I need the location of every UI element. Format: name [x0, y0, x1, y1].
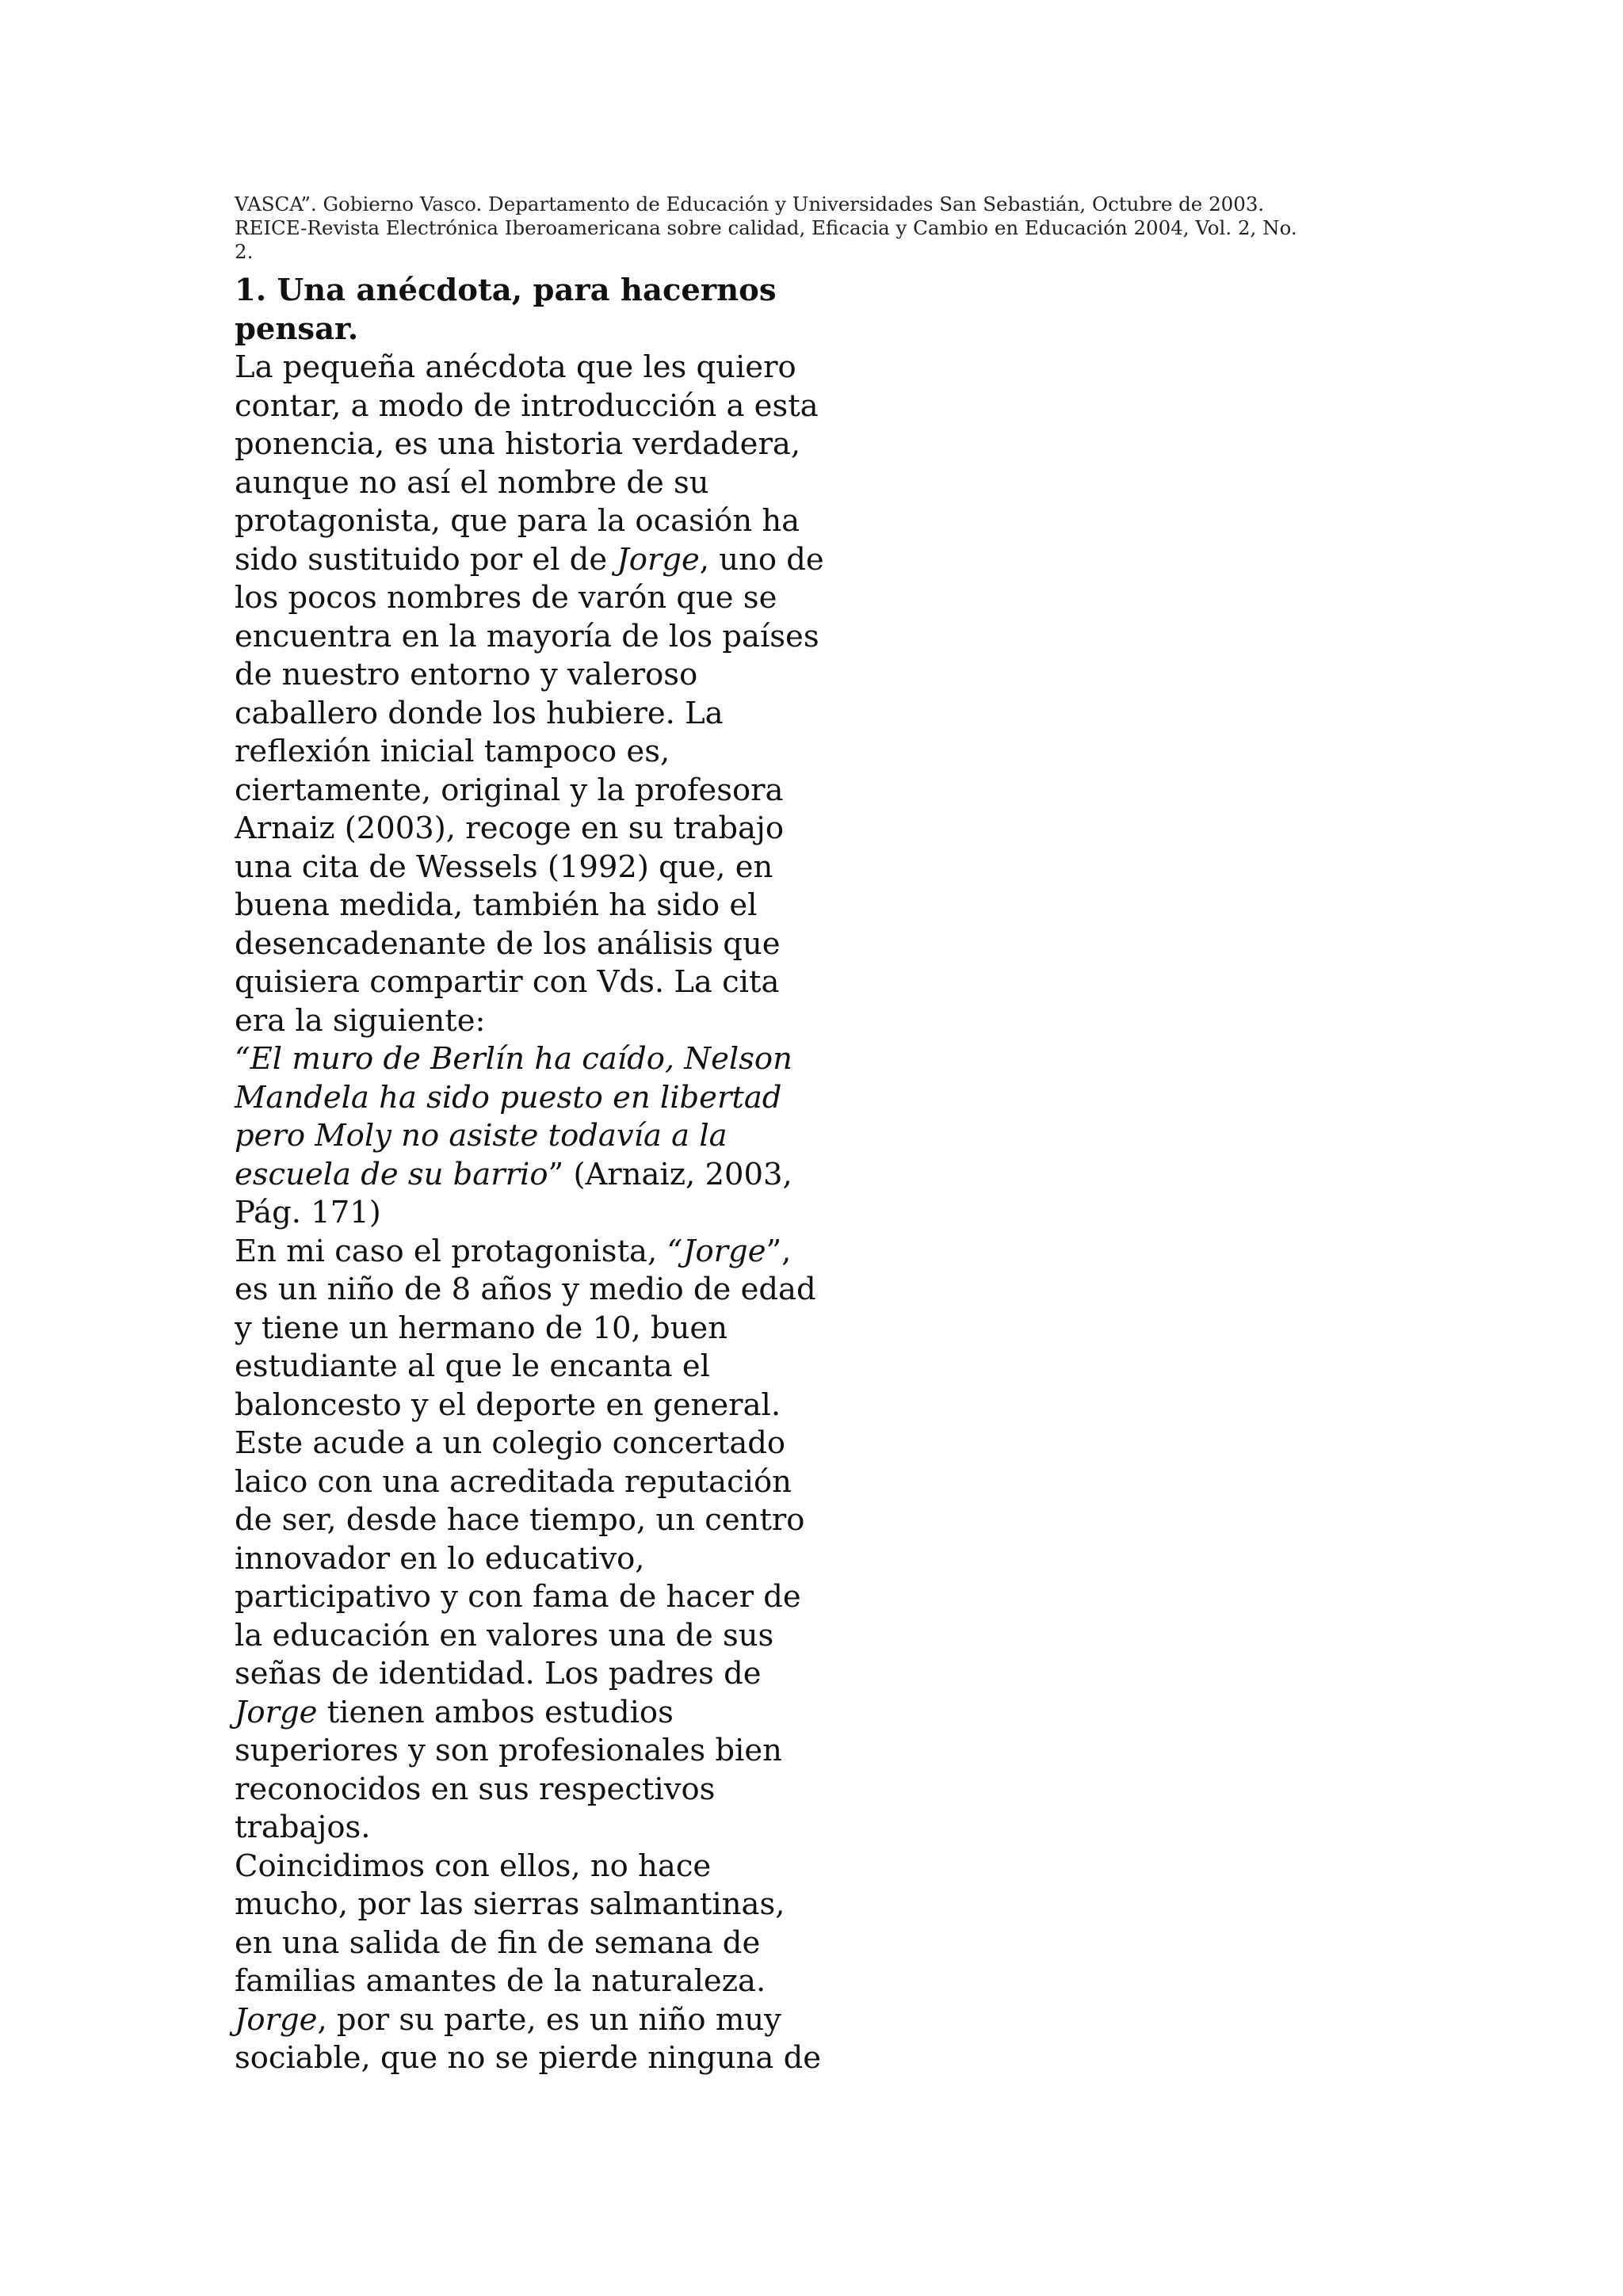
text-line	[235, 2001, 1027, 2040]
text-line: caballero donde los hubiere. La	[235, 695, 724, 731]
text-line	[235, 1694, 1027, 1733]
quote-line: pero Moly no asiste todavía a la	[235, 1118, 727, 1154]
citation-line: Pág. 171)	[235, 1195, 381, 1230]
text-line: participativo y con fama de hacer de	[235, 1579, 801, 1615]
text-line: Coincidimos con ellos, no hace	[235, 1848, 712, 1884]
quote-line	[235, 1156, 1027, 1195]
citation-span: ” (Arnaiz, 2003,	[548, 1156, 792, 1192]
quote-line: Mandela ha sido puesto en libertad	[235, 1079, 782, 1116]
text-span: En mi caso el protagonista,	[235, 1233, 667, 1269]
text-line: la educación en valores una de sus	[235, 1617, 774, 1653]
text-line: Arnaiz (2003), recoge en su trabajo	[235, 810, 785, 846]
text-line: reconocidos en sus respectivos	[235, 1771, 716, 1807]
italic-name: Jorge	[617, 541, 700, 578]
text-line: estudiante al que le encanta el	[235, 1348, 710, 1384]
text-line: trabajos.	[235, 1810, 371, 1845]
text-line: es un niño de 8 años y medio de edad	[235, 1272, 816, 1307]
text-line: quisiera compartir con Vds. La cita	[235, 964, 780, 1000]
italic-name: Jorge	[235, 1694, 318, 1730]
text-line: aunque no así el nombre de su	[235, 464, 709, 501]
text-line: buena medida, también ha sido el	[235, 887, 758, 923]
text-line: superiores y son profesionales bien	[235, 1733, 782, 1768]
text-line	[235, 1233, 1027, 1272]
text-line: ponencia, es una historia verdadera,	[235, 426, 801, 462]
text-span: tienen ambos estudios	[317, 1694, 674, 1730]
text-line: Este acude a un colegio concertado	[235, 1425, 786, 1461]
text-line: los pocos nombres de varón que se	[235, 580, 777, 616]
text-line: y tiene un hermano de 10, buen	[235, 1310, 728, 1346]
text-line: de nuestro entorno y valeroso	[235, 657, 698, 692]
text-line: era la siguiente:	[235, 1002, 486, 1039]
quote-line: “El muro de Berlín ha caído, Nelson	[235, 1041, 792, 1077]
text-line	[235, 541, 1027, 580]
text-line: desencadenante de los análisis que	[235, 925, 781, 962]
text-line: ciertamente, original y la profesora	[235, 772, 784, 808]
text-line: La pequeña anécdota que les quiero	[235, 349, 796, 385]
text-line: familias amantes de la naturaleza.	[235, 1963, 766, 1999]
text-line: sociable, que no se pierde ninguna de	[235, 2040, 822, 2076]
text-line: baloncesto y el deporte en general.	[235, 1386, 781, 1423]
italic-name: Jorge	[235, 2001, 318, 2038]
text-line: laico con una acreditada reputación	[235, 1463, 792, 1500]
text-line: señas de identidad. Los padres de	[235, 1656, 762, 1691]
text-line: mucho, por las sierras salmantinas,	[235, 1886, 785, 1922]
text-span: ”,	[766, 1233, 792, 1269]
text-line: encuentra en la mayoría de los países	[235, 618, 819, 654]
text-line: protagonista, que para la ocasión ha	[235, 503, 800, 539]
text-line: innovador en lo educativo,	[235, 1540, 645, 1577]
running-header	[235, 193, 1423, 264]
text-line: en una salida de fin de semana de	[235, 1924, 761, 1961]
text-line: contar, a modo de introducción a esta	[235, 387, 819, 424]
section-heading: 1. Una anécdota, para hacernos	[235, 273, 777, 308]
text-line: una cita de Wessels (1992) que, en	[235, 849, 773, 885]
header-line: 2.	[235, 240, 254, 263]
quote-span: escuela de su barrio	[235, 1156, 548, 1192]
header-line: VASCA”. Gobierno Vasco. Departamento de Educación y Universidades San Sebastián, Octubre de 2003.	[235, 193, 1265, 215]
section-heading: pensar.	[235, 311, 359, 347]
header-line: REICE-Revista Electrónica Iberoamericana sobre calidad, Eficacia y Cambio en Educación 2004, Vol. 2, No.	[235, 216, 1297, 239]
text-line: reflexión inicial tampoco es,	[235, 734, 670, 769]
text-span: , por su parte, es un niño muy	[317, 2001, 781, 2038]
text-span: sido sustituido por el de	[235, 541, 617, 578]
text-span: , uno de	[699, 541, 824, 578]
document-body	[235, 272, 1027, 2078]
text-line: de ser, desde hace tiempo, un centro	[235, 1502, 805, 1538]
italic-name: “Jorge	[666, 1233, 766, 1269]
